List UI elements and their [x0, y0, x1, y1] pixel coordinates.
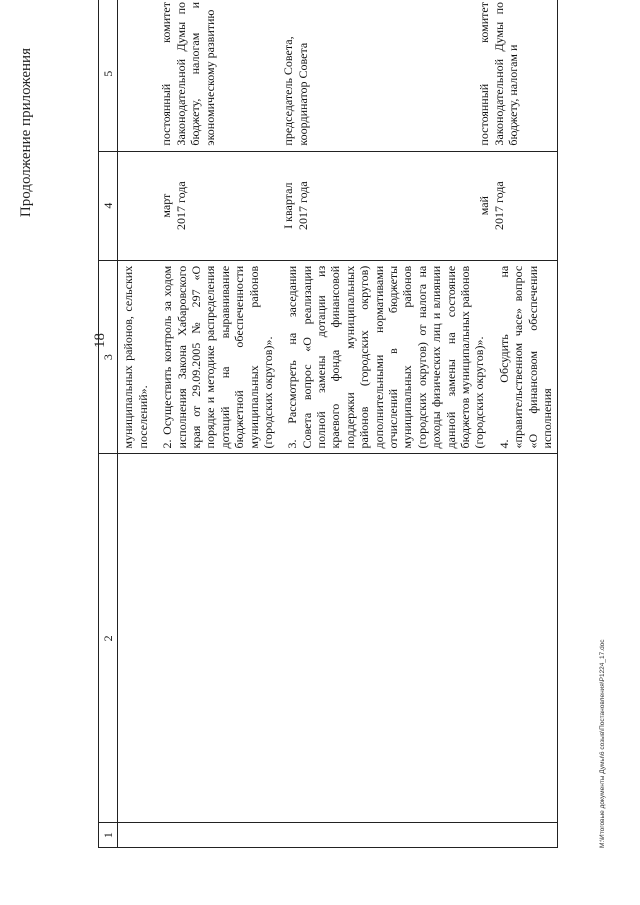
deadline-block-0	[121, 157, 149, 255]
appendix-note: Продолжение приложения	[18, 48, 34, 218]
executor-cell	[118, 0, 558, 151]
col-header-3: 3	[99, 260, 118, 454]
col-header-4: 4	[99, 151, 118, 260]
executor-item-4: постоянный комитет Законодательной Думы по бюджету, налогам и	[477, 2, 521, 146]
executor-item-2: постоянный комитет Законодательной Думы по бюджету, налогам и экономическому развитию	[159, 2, 217, 146]
col-header-5: 5	[99, 0, 118, 151]
task-cell	[118, 260, 558, 454]
col-header-1: 1	[99, 823, 118, 848]
deadline-item-2: март 2017 года	[159, 181, 188, 231]
task-item-3: 3. Рассмотреть на заседании Совета вопрос «О реализации полной замены дотации из краевого фонда финансовой поддержки муниципальных районов (городских округов) дополнительными нормативами отчислений в бюджеты муниципальных районов (городских округов) от налога на доходы физических лиц и влиянии данной замены на состояние бюджетов муниципальных районов (городских округов)».	[285, 265, 487, 449]
header-row	[99, 0, 118, 848]
table-row	[118, 0, 558, 848]
page-number: 18	[92, 333, 108, 348]
deadline-cell	[118, 151, 558, 260]
deadline-item-3: I квартал 2017 года	[281, 181, 310, 231]
deadline-item-4: май 2017 года	[477, 181, 506, 231]
task-item-2: 2. Осуществить контроль за ходом исполнения Закона Хабаровского края от 29.09.2005 № 297 «О порядке и методике распределения дотаций на выравнивание бюджетной обеспеченности муниципальных районов (городских округов)».	[160, 265, 275, 449]
col-header-2: 2	[99, 454, 118, 823]
rotated-page	[8, 2, 618, 888]
direction-cell	[118, 454, 558, 823]
executor-item-3: председатель Совета, координатор Совета	[281, 36, 310, 146]
executor-block-0	[121, 2, 149, 146]
number-cell	[118, 823, 558, 848]
task-continuation: муниципальных районов, сельских поселений».	[121, 265, 150, 449]
file-path-footer: M:\Итоговые документы Думы\6 созыв\Постановления\P1224_17.doc	[599, 639, 606, 848]
task-item-4: 4. Обсудить на «правительственном часе» вопрос «О финансовом обеспечении исполнения	[496, 265, 554, 449]
plan-table	[98, 0, 558, 848]
